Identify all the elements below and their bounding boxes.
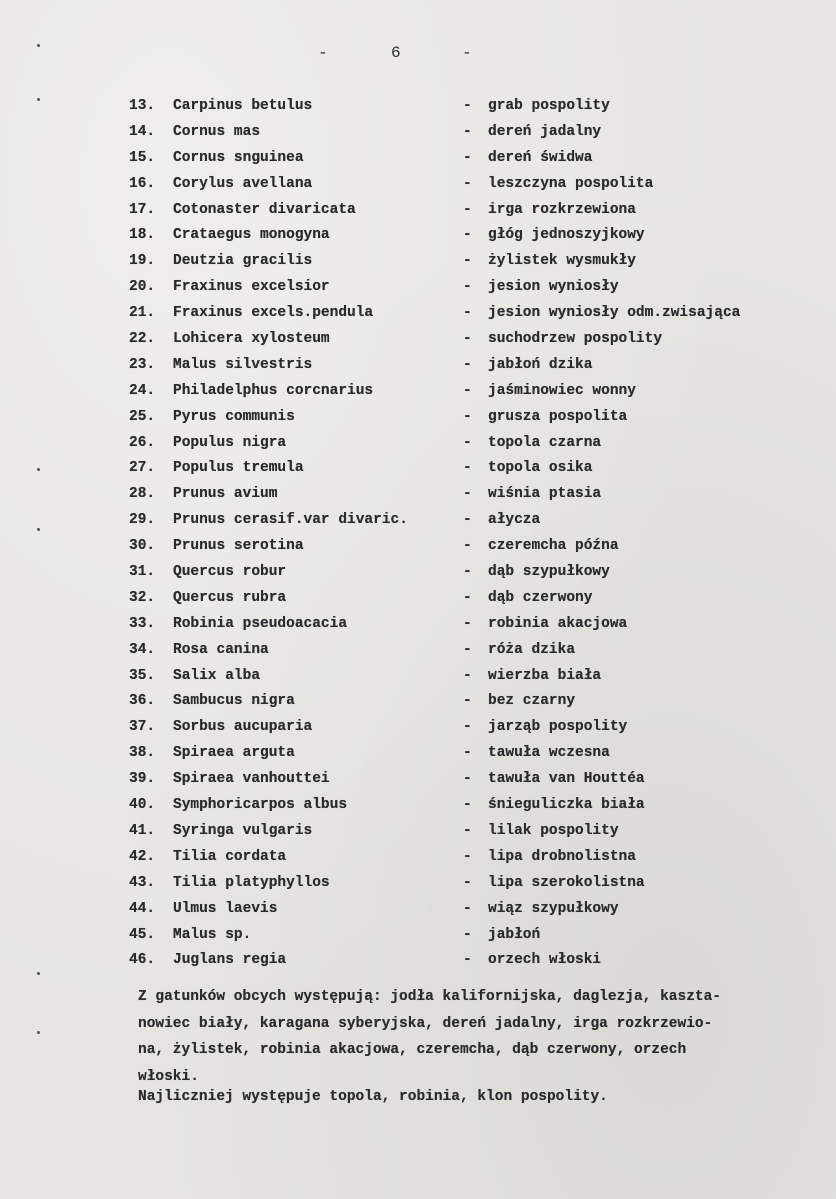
list-item: [0, 767, 836, 793]
separator-dash: -: [463, 123, 472, 140]
list-item: [0, 689, 836, 715]
list-item: [0, 327, 836, 353]
latin-name: Malus silvestris: [173, 356, 313, 373]
page-number-value: 6: [391, 44, 403, 62]
separator-dash: -: [463, 667, 472, 684]
species-number: 23.: [129, 356, 156, 373]
separator-dash: -: [463, 512, 472, 529]
species-number: 41.: [129, 822, 156, 839]
latin-name: Juglans regia: [173, 952, 287, 969]
polish-name: dereń świdwa: [488, 149, 593, 166]
species-number: 31.: [129, 564, 156, 581]
species-number: 15.: [129, 149, 156, 166]
list-item: [0, 431, 836, 457]
polish-name: topola osika: [488, 460, 593, 477]
latin-name: Cornus snguinea: [173, 149, 304, 166]
latin-name: Spiraea vanhouttei: [173, 771, 330, 788]
list-item: [0, 301, 836, 327]
separator-dash: -: [463, 719, 472, 736]
separator-dash: -: [463, 900, 472, 917]
list-item: [0, 923, 836, 949]
separator-dash: -: [463, 149, 472, 166]
latin-name: Corylus avellana: [173, 175, 313, 192]
separator-dash: -: [463, 201, 472, 218]
species-number: 20.: [129, 279, 156, 296]
latin-name: Populus tremula: [173, 460, 304, 477]
latin-name: Ulmus laevis: [173, 900, 278, 917]
separator-dash: -: [463, 641, 472, 658]
separator-dash: -: [463, 227, 472, 244]
polish-name: irga rozkrzewiona: [488, 201, 636, 218]
species-number: 29.: [129, 512, 156, 529]
species-number: 21.: [129, 305, 156, 322]
list-item: [0, 353, 836, 379]
separator-dash: -: [463, 356, 472, 373]
species-number: 26.: [129, 434, 156, 451]
species-number: 17.: [129, 201, 156, 218]
polish-name: robinia akacjowa: [488, 615, 628, 632]
species-number: 16.: [129, 175, 156, 192]
separator-dash: -: [463, 615, 472, 632]
list-item: [0, 819, 836, 845]
latin-name: Prunus serotina: [173, 538, 304, 555]
polish-name: lipa drobnolistna: [488, 848, 636, 865]
polish-name: topola czarna: [488, 434, 602, 451]
punch-mark: [37, 1031, 40, 1034]
polish-name: dereń jadalny: [488, 123, 602, 140]
list-item: [0, 456, 836, 482]
latin-name: Symphoricarpos albus: [173, 797, 348, 814]
latin-name: Quercus robur: [173, 564, 287, 581]
separator-dash: -: [463, 253, 472, 270]
page-number-dash-left: -: [318, 44, 330, 62]
latin-name: Tilia cordata: [173, 848, 287, 865]
species-number: 33.: [129, 615, 156, 632]
list-item: [0, 482, 836, 508]
separator-dash: -: [463, 538, 472, 555]
polish-name: tawuła van Houttéa: [488, 771, 645, 788]
polish-name: wiśnia ptasia: [488, 486, 602, 503]
polish-name: lilak pospolity: [488, 822, 619, 839]
list-item: [0, 664, 836, 690]
separator-dash: -: [463, 564, 472, 581]
latin-name: Philadelphus corcnarius: [173, 382, 374, 399]
species-number: 36.: [129, 693, 156, 710]
list-item: [0, 94, 836, 120]
latin-name: Robinia pseudoacacia: [173, 615, 348, 632]
list-item: [0, 223, 836, 249]
species-number: 45.: [129, 926, 156, 943]
polish-name: czeremcha późna: [488, 538, 619, 555]
species-number: 39.: [129, 771, 156, 788]
species-number: 28.: [129, 486, 156, 503]
separator-dash: -: [463, 771, 472, 788]
separator-dash: -: [463, 693, 472, 710]
species-number: 19.: [129, 253, 156, 270]
list-item: [0, 172, 836, 198]
polish-name: śnieguliczka biała: [488, 797, 645, 814]
list-item: [0, 198, 836, 224]
separator-dash: -: [463, 589, 472, 606]
species-number: 30.: [129, 538, 156, 555]
polish-name: wiąz szypułkowy: [488, 900, 619, 917]
separator-dash: -: [463, 874, 472, 891]
separator-dash: -: [463, 175, 472, 192]
latin-name: Rosa canina: [173, 641, 269, 658]
polish-name: żylistek wysmukły: [488, 253, 636, 270]
list-item: [0, 508, 836, 534]
list-item: [0, 146, 836, 172]
polish-name: lipa szerokolistna: [488, 874, 645, 891]
latin-name: Prunus avium: [173, 486, 278, 503]
list-item: [0, 612, 836, 638]
species-number: 25.: [129, 408, 156, 425]
latin-name: Fraxinus excelsior: [173, 279, 330, 296]
polish-name: jabłoń: [488, 926, 541, 943]
separator-dash: -: [463, 408, 472, 425]
separator-dash: -: [463, 460, 472, 477]
latin-name: Lohicera xylosteum: [173, 331, 330, 348]
list-item: [0, 275, 836, 301]
separator-dash: -: [463, 434, 472, 451]
latin-name: Cornus mas: [173, 123, 261, 140]
separator-dash: -: [463, 926, 472, 943]
separator-dash: -: [463, 822, 472, 839]
species-number: 32.: [129, 589, 156, 606]
polish-name: jabłoń dzika: [488, 356, 593, 373]
list-item: [0, 249, 836, 275]
polish-name: tawuła wczesna: [488, 745, 610, 762]
separator-dash: -: [463, 486, 472, 503]
polish-name: bez czarny: [488, 693, 576, 710]
polish-name: jesion wyniosły odm.zwisająca: [488, 305, 741, 322]
latin-name: Populus nigra: [173, 434, 287, 451]
list-item: [0, 379, 836, 405]
species-number: 13.: [129, 98, 156, 114]
polish-name: jarząb pospolity: [488, 719, 628, 736]
polish-name: jesion wyniosły: [488, 279, 619, 296]
separator-dash: -: [463, 331, 472, 348]
list-item: [0, 405, 836, 431]
species-number: 35.: [129, 667, 156, 684]
latin-name: Syringa vulgaris: [173, 822, 313, 839]
separator-dash: -: [463, 98, 472, 114]
species-list: [0, 94, 836, 974]
list-item: [0, 586, 836, 612]
species-number: 27.: [129, 460, 156, 477]
latin-name: Tilia platyphyllos: [173, 874, 330, 891]
species-number: 14.: [129, 123, 156, 140]
latin-name: Malus sp.: [173, 926, 252, 943]
species-number: 46.: [129, 952, 156, 969]
latin-name: Deutzia gracilis: [173, 253, 313, 270]
separator-dash: -: [463, 797, 472, 814]
polish-name: dąb czerwony: [488, 589, 593, 606]
polish-name: grusza pospolita: [488, 408, 628, 425]
punch-mark: [37, 44, 40, 47]
polish-name: wierzba biała: [488, 667, 602, 684]
species-number: 34.: [129, 641, 156, 658]
list-item: [0, 897, 836, 923]
species-number: 40.: [129, 797, 156, 814]
latin-name: Crataegus monogyna: [173, 227, 330, 244]
latin-name: Salix alba: [173, 667, 261, 684]
latin-name: Pyrus communis: [173, 408, 295, 425]
latin-name: Spiraea arguta: [173, 745, 295, 762]
list-item: [0, 120, 836, 146]
list-item: [0, 741, 836, 767]
list-item: [0, 793, 836, 819]
latin-name: Sorbus aucuparia: [173, 719, 313, 736]
polish-name: jaśminowiec wonny: [488, 382, 636, 399]
polish-name: orzech włoski: [488, 952, 602, 969]
separator-dash: -: [463, 382, 472, 399]
polish-name: róża dzika: [488, 641, 576, 658]
species-number: 42.: [129, 848, 156, 865]
polish-name: suchodrzew pospolity: [488, 331, 663, 348]
list-item: [0, 871, 836, 897]
foreign-species-paragraph: Z gatunków obcych występują: jodła kalifornijska, daglezja, kaszta- nowiec biały, karagana syberyjska, dereń jadalny, irga rozkrzewio- na, żylistek, robinia akacjowa, czeremcha, dąb czerwony, orzech włoski.: [138, 989, 721, 1085]
page-number-dash-right: -: [462, 44, 474, 62]
list-item: [0, 715, 836, 741]
separator-dash: -: [463, 745, 472, 762]
list-item: [0, 560, 836, 586]
species-number: 38.: [129, 745, 156, 762]
polish-name: głóg jednoszyjkowy: [488, 227, 645, 244]
list-item: [0, 638, 836, 664]
list-item: [0, 948, 836, 974]
polish-name: ałycza: [488, 512, 541, 529]
species-number: 44.: [129, 900, 156, 917]
separator-dash: -: [463, 952, 472, 969]
species-number: 18.: [129, 227, 156, 244]
latin-name: Fraxinus excels.pendula: [173, 305, 374, 322]
latin-name: Quercus rubra: [173, 589, 287, 606]
latin-name: Carpinus betulus: [173, 98, 313, 114]
separator-dash: -: [463, 279, 472, 296]
polish-name: dąb szypułkowy: [488, 564, 610, 581]
list-item: [0, 534, 836, 560]
latin-name: Prunus cerasif.var divaric.: [173, 512, 408, 529]
species-number: 37.: [129, 719, 156, 736]
list-item: [0, 845, 836, 871]
latin-name: Cotonaster divaricata: [173, 201, 356, 218]
species-number: 24.: [129, 382, 156, 399]
latin-name: Sambucus nigra: [173, 693, 295, 710]
species-number: 22.: [129, 331, 156, 348]
most-common-paragraph: Najliczniej występuje topola, robinia, klon pospolity.: [138, 1089, 608, 1105]
polish-name: grab pospolity: [488, 98, 610, 114]
separator-dash: -: [463, 848, 472, 865]
species-number: 43.: [129, 874, 156, 891]
polish-name: leszczyna pospolita: [488, 175, 654, 192]
separator-dash: -: [463, 305, 472, 322]
